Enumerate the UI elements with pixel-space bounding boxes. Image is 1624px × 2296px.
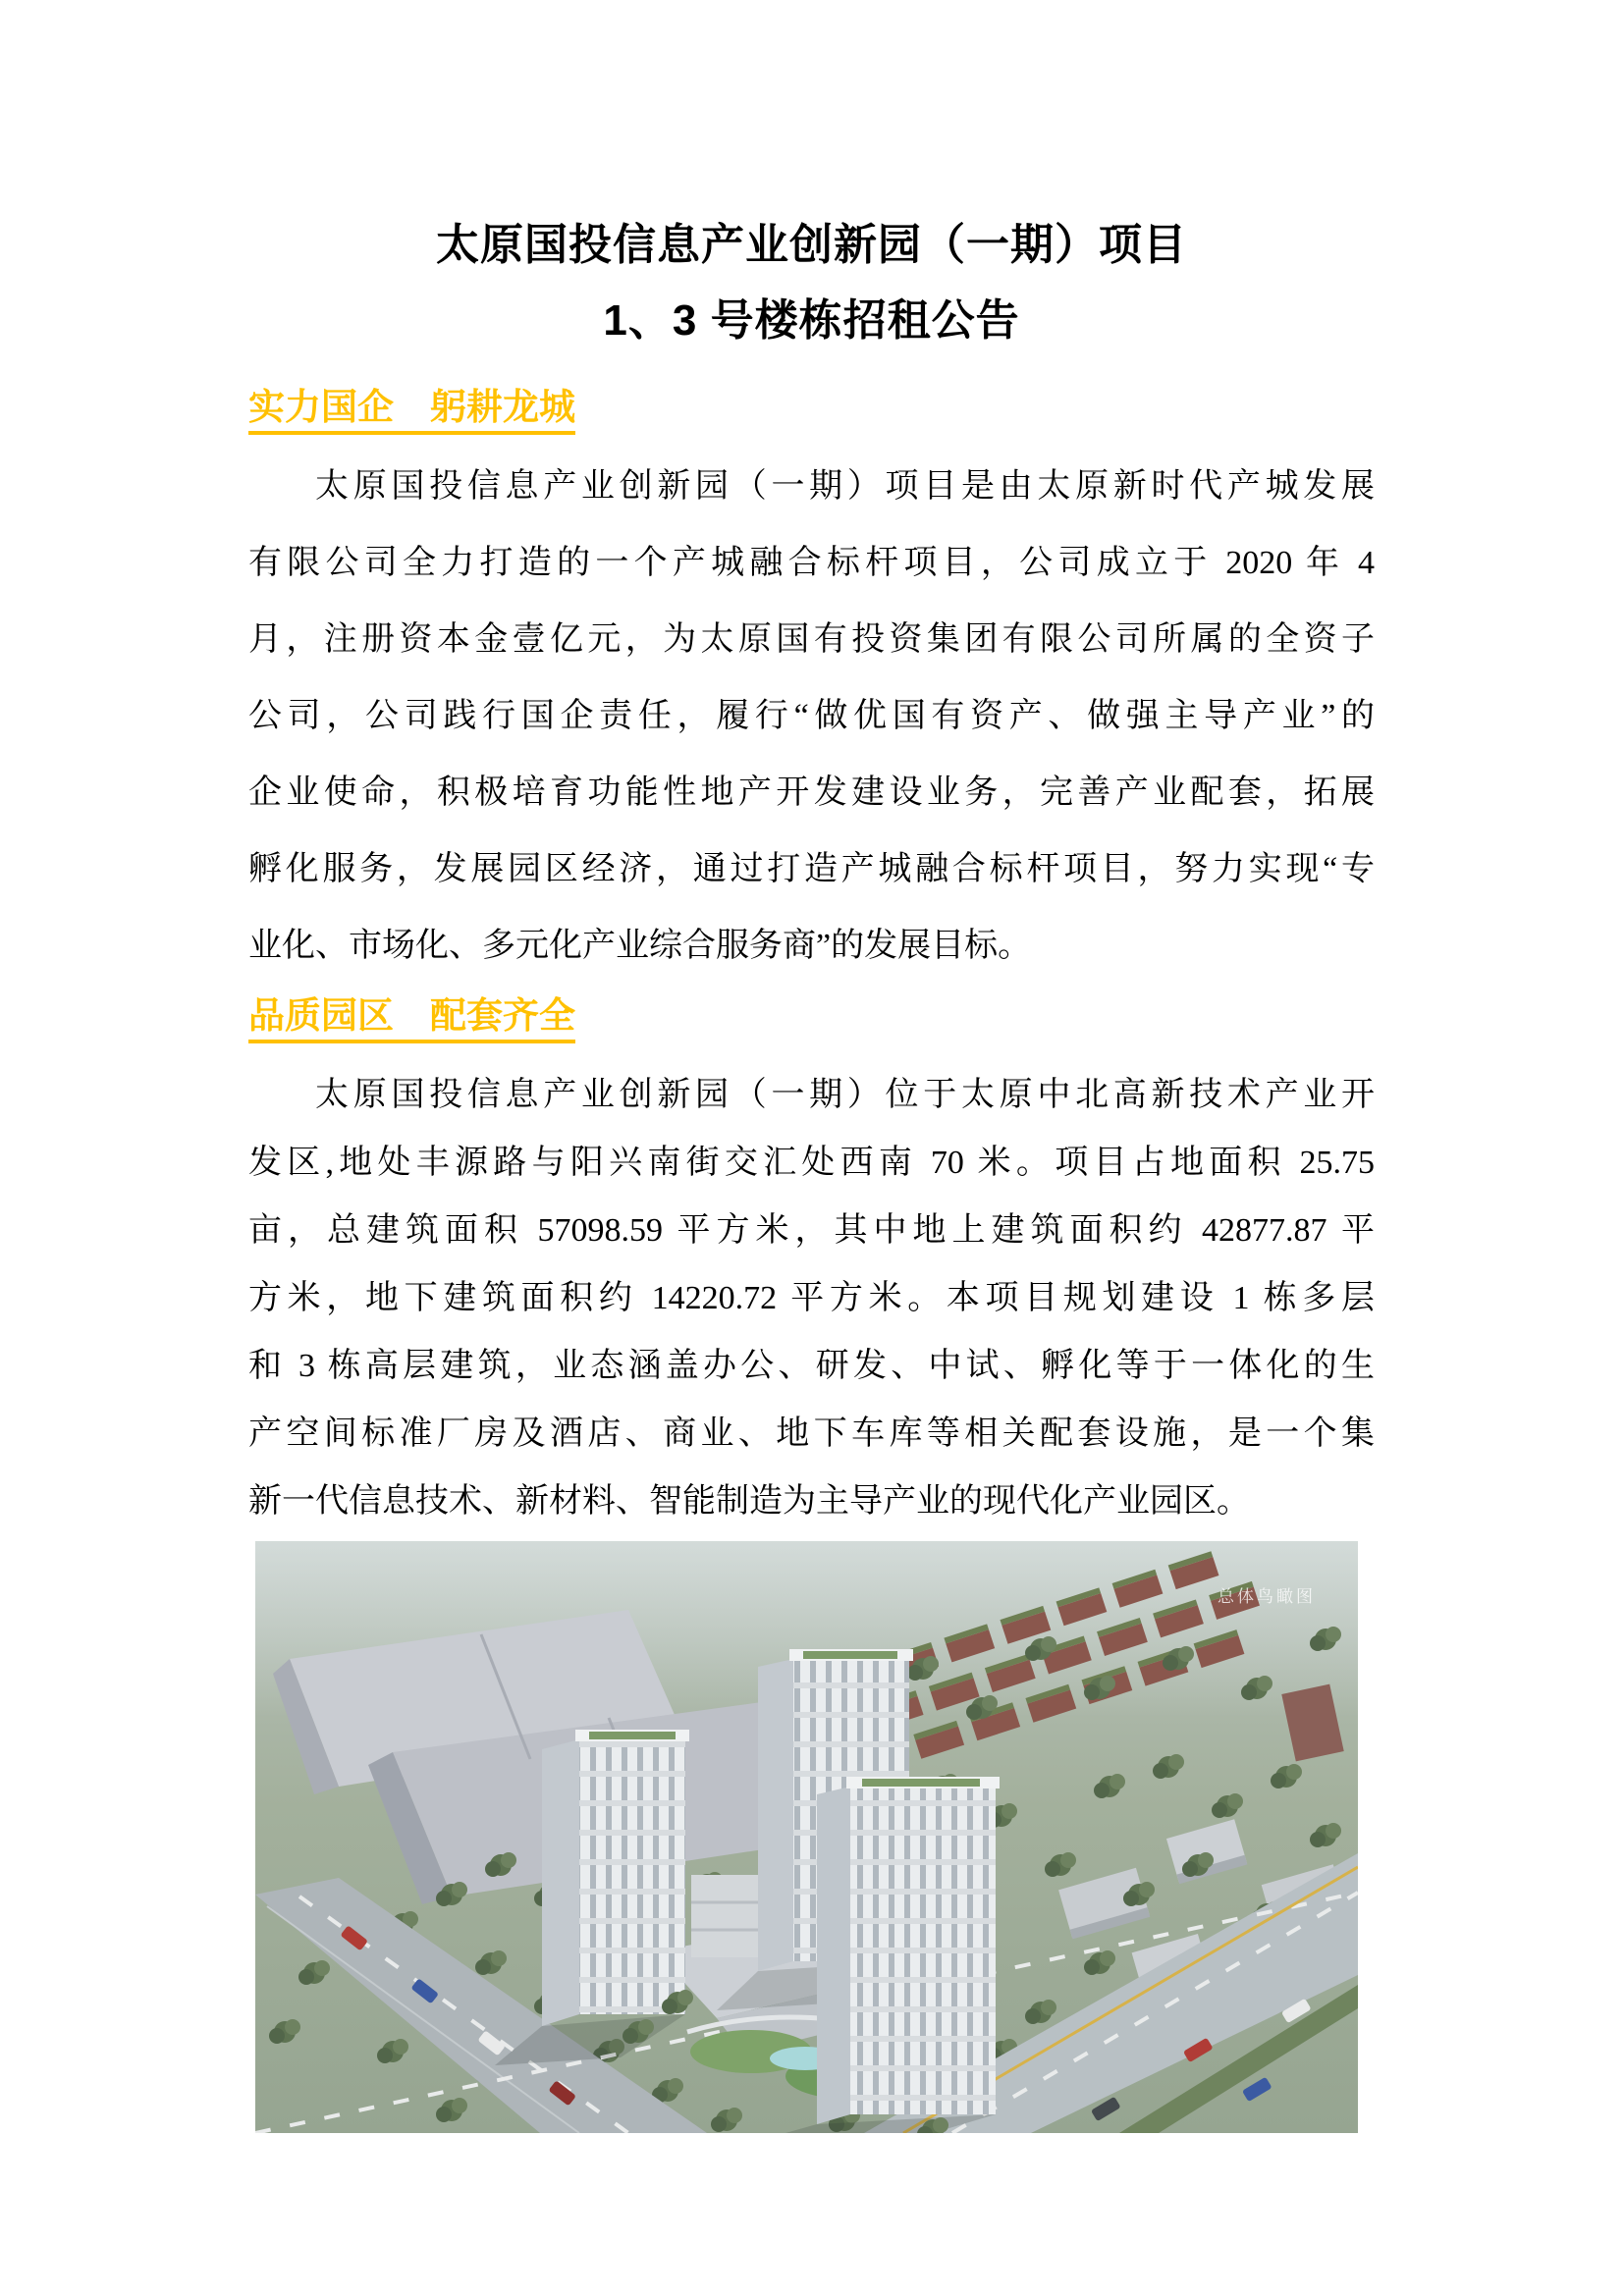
section-heading-row-2 bbox=[248, 994, 1375, 1045]
paragraph-line: 新一代信息技术、新材料、智能制造为主导产业的现代化产业园区。 bbox=[248, 1483, 1250, 1520]
page-subtitle: 1、3 号楼栋招租公告 bbox=[603, 296, 1020, 345]
aerial-rendering-figure bbox=[255, 1541, 1358, 2133]
paragraph-line: 公司，公司践行国企责任，履行“做优国有资产、做强主导产业”的 bbox=[248, 698, 1375, 734]
page-title: 太原国投信息产业创新园（一期）项目 bbox=[436, 221, 1187, 269]
section-heading-park: 品质园区 配套齐全 bbox=[248, 994, 575, 1043]
paragraph-line: 企业使命，积极培育功能性地产开发建设业务，完善产业配套，拓展 bbox=[248, 774, 1375, 811]
paragraph-line: 产空间标准厂房及酒店、商业、地下车库等相关配套设施，是一个集 bbox=[248, 1415, 1375, 1452]
paragraph-line: 太原国投信息产业创新园（一期）位于太原中北高新技术产业开 bbox=[315, 1077, 1375, 1113]
paragraph-line: 和 3 栋高层建筑，业态涵盖办公、研发、中试、孵化等于一体化的生 bbox=[248, 1348, 1375, 1384]
paragraph-park-intro bbox=[248, 1061, 1375, 1535]
section-heading-row-1 bbox=[248, 386, 1375, 437]
document-content bbox=[248, 0, 1375, 2133]
image-watermark-text: 总体鸟瞰图 bbox=[1218, 1587, 1316, 1606]
paragraph-line: 业化、市场化、多元化产业综合服务商”的发展目标。 bbox=[248, 928, 1032, 964]
paragraph-line: 方米，地下建筑面积约 14220.72 平方米。本项目规划建设 1 栋多层 bbox=[248, 1280, 1375, 1316]
paragraph-line: 亩，总建筑面积 57098.59 平方米，其中地上建筑面积约 42877.87 平 bbox=[248, 1212, 1375, 1249]
paragraph-line: 太原国投信息产业创新园（一期）项目是由太原新时代产城发展 bbox=[315, 468, 1375, 505]
paragraph-line: 月，注册资本金壹亿元，为太原国有投资集团有限公司所属的全资子 bbox=[248, 621, 1375, 658]
paragraph-line: 有限公司全力打造的一个产城融合标杆项目，公司成立于 2020 年 4 bbox=[248, 545, 1375, 581]
section-heading-strength: 实力国企 躬耕龙城 bbox=[248, 386, 575, 435]
paragraph-company-intro bbox=[248, 449, 1375, 985]
aerial-rendering-image bbox=[255, 1541, 1358, 2133]
paragraph-line: 孵化服务，发展园区经济，通过打造产城融合标杆项目，努力实现“专 bbox=[248, 851, 1375, 887]
paragraph-line: 发区,地处丰源路与阳兴南街交汇处西南 70 米。项目占地面积 25.75 bbox=[248, 1145, 1375, 1181]
